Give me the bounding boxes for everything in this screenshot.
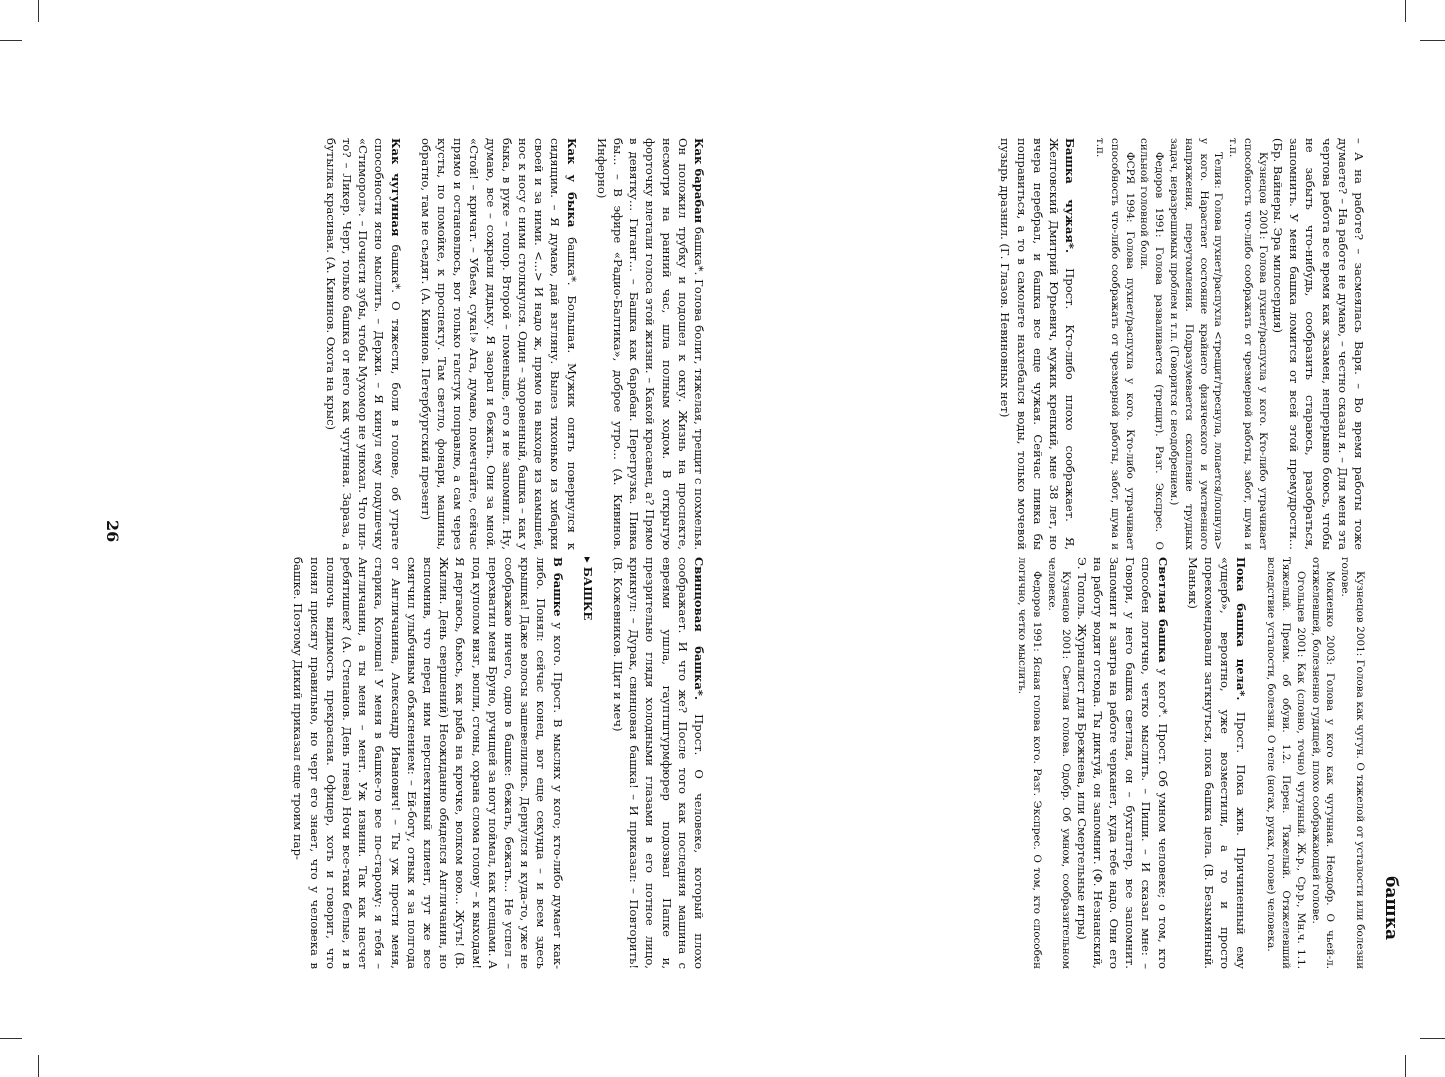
citation-text: Мокиенко 2003: Голова у кого как чугунная. Неодобр. О чьей-л. отяжелевшей, болезненно гудящей, плохо соображающей голове. (1309, 557, 1337, 969)
entry-headword: Башка чужая*. (1063, 138, 1078, 254)
page-number: 26 (103, 520, 122, 543)
citation-text: ФСРЯ 1994: Голова пухнет/распухла у кого. Кто-либо утрачивает способность что-либо соображать от чрезмерной работы, забот, шума и т.п. (1094, 138, 1136, 550)
entry-text: Прост. Кто-либо плохо соображает. Я, Желтовский Дмитрий Юрьевич, мужик крепкий, мне 38 лет, но вчера перебрал, и башка все еще чужая. Сейчас пивка бы поправиться, а то в самолете нахлебался воды, только мочевой пузырь дразнил. (Г. Глазов. Невиновных нет) (998, 138, 1078, 551)
entry-headword: Пока башка цела*. (1234, 557, 1249, 701)
entry-headword: В башке (550, 557, 565, 617)
source-citation (1092, 138, 1136, 550)
dictionary-entry (323, 138, 404, 550)
dictionary-entry (594, 138, 707, 550)
entry-headword: Как у быка (564, 138, 579, 228)
right-column-upper (1014, 557, 1367, 969)
source-citation (1166, 138, 1225, 550)
source-citation (1225, 138, 1269, 550)
dictionary-entry (1185, 557, 1250, 969)
citation-text: Кузнецов 2001: Светлая голова. Одобр. Об умном, сообразительном человеке. (1045, 557, 1073, 969)
entry-text: башка*. О тяжести, боли в голове, об утрате способности ясно мыслить. – Держи. – Я кинул ему подушечку «Стиморол». – Почисти зубы, чтобы Мухомор не унюхал. Что пил-то? – Ликер. Черт, только башка от него как чугунная. Зараза, а бутылка красивая. (А. Кивинов. Охота на крыс) (323, 138, 403, 551)
header-word: башка (1381, 876, 1401, 940)
citation-text: Огольцев 2001: Как (словно, точно) чугунный. Ж.р., Ср.р., Мн.ч. 1.1. Тяжелый. Преим. об обуви. 1.2. Перен. Тяжелый. Отяжелевший вследствие усталости, болезни. О теле (ногах, руках, голове) человека. (1265, 557, 1307, 969)
continued-text (1270, 138, 1367, 550)
source-citation (1337, 557, 1367, 969)
entry-text: у кого*. Прост. Об умном человеке; о том, кто способен логично, четко мыслить. – Пиши. – И сказал мне: – Говори, у него башка светлая, он – бухгалтер, все запомнит. Запомнит и завтра на работе черканет, куда тебе надо. Они его на работу водят отсюда. Ты диктуй, он запомнит. (Ф. Незнанский, Э. Тополь. Журналист для Брежнева, или Смертельные игры) (1074, 557, 1170, 969)
left-column-lower (323, 138, 707, 550)
entry-text: Прост. О человеке, который плохо соображает. И что же? После того как последняя машина с евреями ушла, гауптштурмфюрер подозвал Папке и, презрительно глядя холодными глазами в его потное лицо, крикнул: – Дурак, свинцовая башка! – И приказал: – Повторить! (В. Кожевников. Щит и меч) (610, 557, 706, 970)
dictionary-entry (418, 138, 580, 550)
entry-headword: Свинцовая башка*. (692, 557, 706, 700)
entry-text: у кого. Прост. В мыслях у кого; кто-либо думает как-либо. Понял: сейчас конец, вот еще секунда – и всем здесь крышка! Даже волосы зашевелились. Дернулся я куда-то, уже не соображаю ничего, одно в башке: бежать, бежать... Не успел – перехватил меня Бруно, ручищей за ногу поймал, как клещами. А под куполом визг, вопли, стоны, охрана слома голову – к выходам! Я дергаюсь, бьюсь, как рыба на крючке, волком вою... Жуть! (В. Жилин. День свершений) Неожиданно обиделся Англичанин, но вспомнив, что перед ним перспективный клиент, тут же все смягчил улыбчивым объяснением: – Ей-богу, отвык я за полгода от Англичанина, Александр Иванович! – Ты уж прости меня, старика, Колюша! У меня в башке-то все по-старому: я тебя – Англичанин, а ты меня – мент. Уж извини. Так как насчет ребятишек? (А. Степанов. День гнева) Ночи все-таки белые, и в полночь видимость прекрасная. Офицер, хоть и говорит, что понял присягу правильно, но черт его знает, что у человека в башке. Поэтому Дикий приказал еще троим пар- (291, 557, 565, 970)
entry-headword: ▸ БАШКЕ (580, 557, 595, 621)
entry-headword: Как чугунная (388, 138, 403, 237)
dictionary-entry (610, 557, 707, 969)
entry-text: башка*. Большая. Мужик опять повернулся к сидящим. – Я думаю, дай взгляну. Вылез тихонько из хибарки своей и за ними. <...> И надо ж, прямо на выходе из камышей, нос к носу с ними столкнулся. Один – здоровенный, башка – как у быка, в руке – топор. Второй – поменьше, его я не запомнил. Ну, думаю, все – сожрали дядьку. Я заорал и бежать. Они за мной. «Стой! – кричат. – Убьем, сука!» Ага, думаю, помечтайте, сейчас прямо и остановлюсь, вот только галстук поправлю, а сам через кусты, по помойке, к проспекту. Там светло, фонари, машины, обратно, там не съедят. (А. Кивинов. Петербургский презент) (418, 138, 579, 551)
left-column-upper (997, 138, 1367, 550)
entry-headword: Светлая башка (1155, 557, 1170, 663)
source-citation (1137, 138, 1167, 550)
citation-text: Федоров 1991: Ясная голова кого. Разг. Экспрес. О том, кто способен логично, четко мыслить. (1016, 557, 1043, 969)
citation-text: Кузнецов 2001: Голова как чугун. О тяжелой от усталости или болезни голове. (1339, 557, 1366, 969)
paragraph-text: – А на работе? – засмеялась Варя. – Во время работы тоже думаете? – На работе не думаю, – честно сказал я. – Для меня эта чертова работа все время как экзамен, непрерывно боюсь, чтобы не забыть что-нибудь, сообразить стараюсь, разобраться, запомнить. У меня башка ломится от всей этой премудрости... (Бр. Вайнеры. Эра милосердия) (1270, 138, 1366, 550)
dictionary-entry (580, 557, 596, 969)
dictionary-entry (290, 557, 565, 969)
citation-text: Федоров 1991: Голова разваливается (трещит). Разг. Экспрес. О сильной головной боли. (1138, 138, 1166, 550)
citation-text: Кузнецов 2001: Голова пухнет/распухла у кого. Кто-либо утрачивает способность что-либо соображать от чрезмерной работы, забот, шума и т.п. (1227, 138, 1269, 550)
citation-text: Телия: Голова пухнет/распухла <трещит/треснула, лопается/лопнула> у кого. Нарастает состояние крайнего физического и умственного напряжения, переутомления. Подразумевается скопление трудных задач, неразрешимых проблем и т.п. (Говорится с неодобрением.) (1168, 138, 1225, 550)
dictionary-entry (1073, 557, 1170, 969)
entry-text: Прост. Пока жив. Причиненный ему «ущерб», вероятно, уже возместили, а то и просто порекомендовали заткнуться, пока башка цела. (В. Безымянный. Маньяк) (1185, 557, 1249, 969)
source-citation (1263, 557, 1307, 969)
right-column-lower (290, 557, 707, 969)
source-citation (1308, 557, 1338, 969)
dictionary-entry (997, 138, 1078, 550)
entry-text: башка*. Голова болит, тяжелая, трещит с похмелья. Он положил трубку и подошел к окну. Жизнь на проспекте, несмотря на ранний час, шла полным ходом. В открытую форточку влетали голоса этой жизни. – Какой красавец, а? Прямо в девятку... Гигант... – Башка как барабан. Перегрузка. Пивка бы... – В эфире «Радио-Балтика», доброе утро... (А. Кивинов. Инферно) (594, 138, 706, 551)
running-header (1377, 120, 1401, 940)
source-citation (1014, 557, 1044, 969)
entry-headword: Как барабан (692, 138, 706, 224)
source-citation (1044, 557, 1074, 969)
